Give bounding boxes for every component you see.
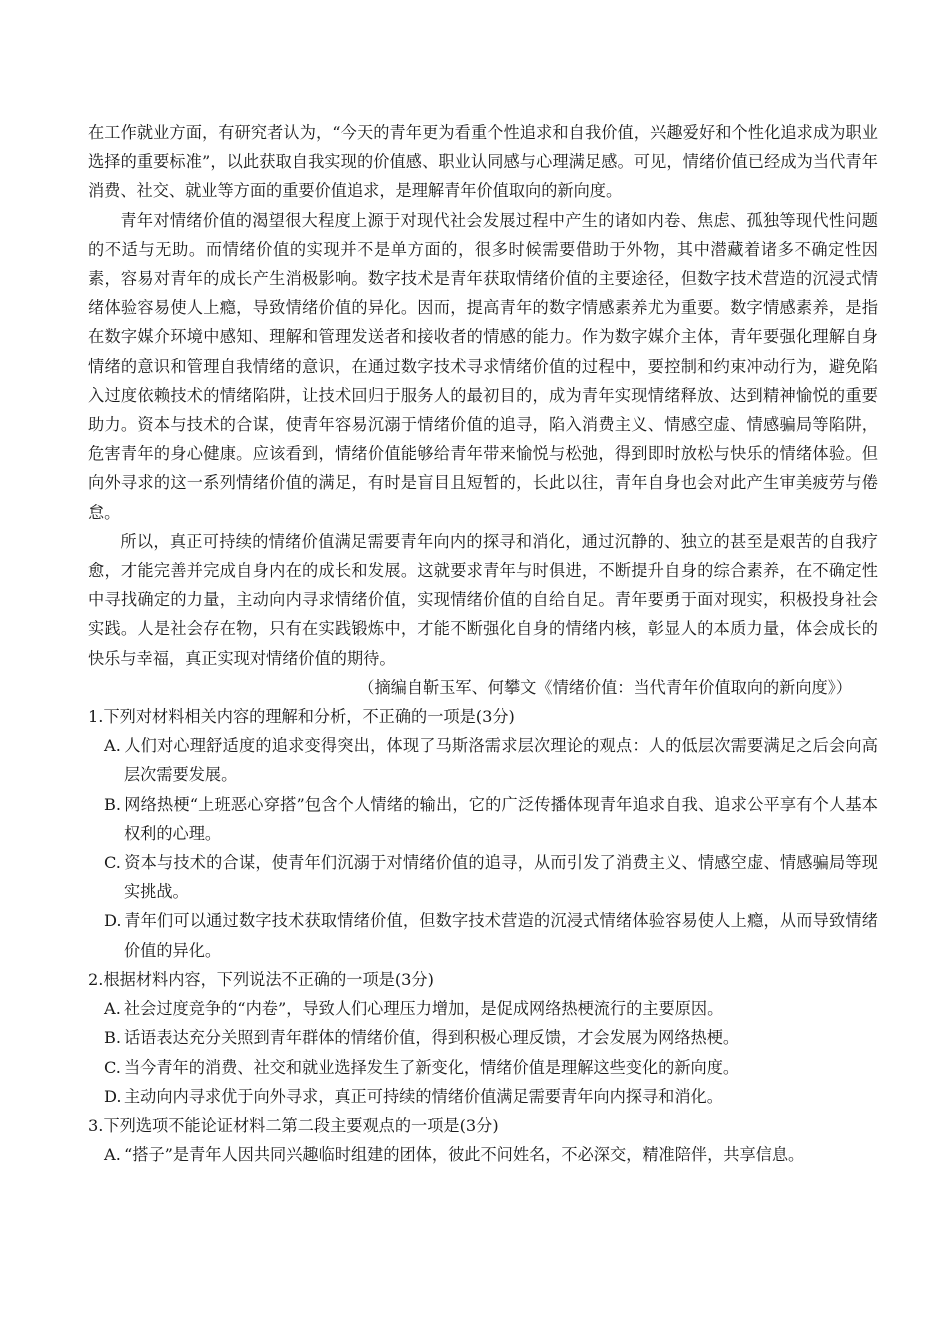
passage-paragraph-1: 在工作就业方面，有研究者认为，“今天的青年更为看重个性追求和自我价值，兴趣爱好和个性化追求成为职业选择的重要标准”，以此获取自我实现的价值感、职业认同感与心理满足感。可见，情绪价值已经成为当代青年消费、社交、就业等方面的重要价值追求，是理解青年价值取向的新向度。 (88, 123, 878, 201)
passage-paragraph-3: 所以，真正可持续的情绪价值满足需要青年向内的探寻和消化，通过沉静的、独立的甚至是艰苦的自我疗愈，才能完善并完成自身内在的成长和发展。这就要求青年与时俱进，不断提升自身的综合素养，在不确定性中寻找确定的力量，主动向内寻求情绪价值，实现情绪价值的自给自足。青年要勇于面对现实，积极投身社会实践。人是社会存在物，只有在实践锻炼中，才能不断强化自身的情绪内核，彰显人的本质力量，体会成长的快乐与幸福，真正实现对情绪价值的期待。 (88, 531, 878, 668)
option-c (104, 848, 878, 906)
option-text: “搭子”是青年人因共同兴趣临时组建的团体，彼此不问姓名，不必深交，精准陪伴，共享信息。 (124, 1145, 805, 1165)
option-letter: B. (104, 1028, 122, 1048)
option-letter: A. (104, 999, 121, 1019)
option-text: 青年们可以通过数字技术获取情绪价值，但数字技术营造的沉浸式情绪体验容易使人上瘾，从而导致情绪价值的异化。 (124, 911, 878, 960)
question-3 (88, 1111, 878, 1169)
question-stem: 2.根据材料内容，下列说法不正确的一项是(3分) (88, 969, 434, 989)
passage-paragraph-2: 青年对情绪价值的渴望很大程度上源于对现代社会发展过程中产生的诸如内卷、焦虑、孤独等现代性问题的不适与无助。而情绪价值的实现并不是单方面的，很多时候需要借助于外物，其中潜藏着诸多不确定性因素，容易对青年的成长产生消极影响。数字技术是青年获取情绪价值的主要途径，但数字技术营造的沉浸式情绪体验容易使人上瘾，导致情绪价值的异化。因而，提高青年的数字情感素养尤为重要。数字情感素养，是指在数字媒介环境中感知、理解和管理发送者和接收者的情感的能力。作为数字媒介主体，青年要强化理解自身情绪的意识和管理自我情绪的意识，在通过数字技术寻求情绪价值的过程中，要控制和约束冲动行为，避免陷入过度依赖技术的情绪陷阱，让技术回归于服务人的最初目的，成为青年实现情绪释放、达到精神愉悦的重要助力。资本与技术的合谋，使青年容易沉溺于情绪价值的追寻，陷入消费主义、情感空虚、情感骗局等陷阱，危害青年的身心健康。应该看到，情绪价值能够给青年带来愉悦与松弛，得到即时放松与快乐的情绪体验。但向外寻求的这一系列情绪价值的满足，有时是盲目且短暂的，长此以往，青年自身也会对此产生审美疲劳与倦怠。 (88, 210, 878, 522)
option-b (104, 790, 878, 848)
passage-source: （摘编自靳玉军、何攀文《情绪价值：当代青年价值取向的新向度》） (358, 677, 852, 697)
option-d (104, 906, 878, 964)
option-text: 人们对心理舒适度的追求变得突出，体现了马斯洛需求层次理论的观点：人的低层次需要满足之后会向高层次需要发展。 (124, 736, 878, 785)
option-text: 网络热梗“上班恶心穿搭”包含个人情绪的输出，它的广泛传播体现青年追求自我、追求公平享有个人基本权利的心理。 (124, 794, 878, 843)
option-letter: A. (104, 736, 121, 756)
question-2 (88, 965, 878, 1111)
option-letter: A. (104, 1145, 121, 1165)
reading-passage (88, 118, 878, 702)
option-letter: C. (104, 853, 121, 873)
option-text: 主动向内寻求优于向外寻求，真正可持续的情绪价值满足需要青年向内探寻和消化。 (124, 1086, 723, 1106)
option-b (104, 1023, 878, 1052)
option-letter: D. (104, 911, 122, 931)
question-stem: 1.下列对材料相关内容的理解和分析，不正确的一项是(3分) (88, 707, 515, 727)
option-text: 话语表达充分关照到青年群体的情绪价值，得到积极心理反馈，才会发展为网络热梗。 (124, 1028, 740, 1048)
option-text: 资本与技术的合谋，使青年们沉溺于对情绪价值的追寻，从而引发了消费主义、情感空虚、情感骗局等现实挑战。 (124, 853, 878, 902)
option-letter: C. (104, 1057, 121, 1077)
option-letter: D. (104, 1086, 122, 1106)
option-letter: B. (104, 794, 122, 814)
option-a (104, 731, 878, 789)
option-text: 社会过度竞争的“内卷”，导致人们心理压力增加，是促成网络热梗流行的主要原因。 (124, 999, 724, 1019)
option-d (104, 1082, 878, 1111)
option-c (104, 1053, 878, 1082)
question-1 (88, 702, 878, 965)
option-a (104, 1140, 878, 1169)
question-stem: 3.下列选项不能论证材料二第二段主要观点的一项是(3分) (88, 1115, 499, 1135)
exam-page (88, 118, 878, 1169)
option-text: 当今青年的消费、社交和就业选择发生了新变化，情绪价值是理解这些变化的新向度。 (124, 1057, 740, 1077)
option-a (104, 994, 878, 1023)
